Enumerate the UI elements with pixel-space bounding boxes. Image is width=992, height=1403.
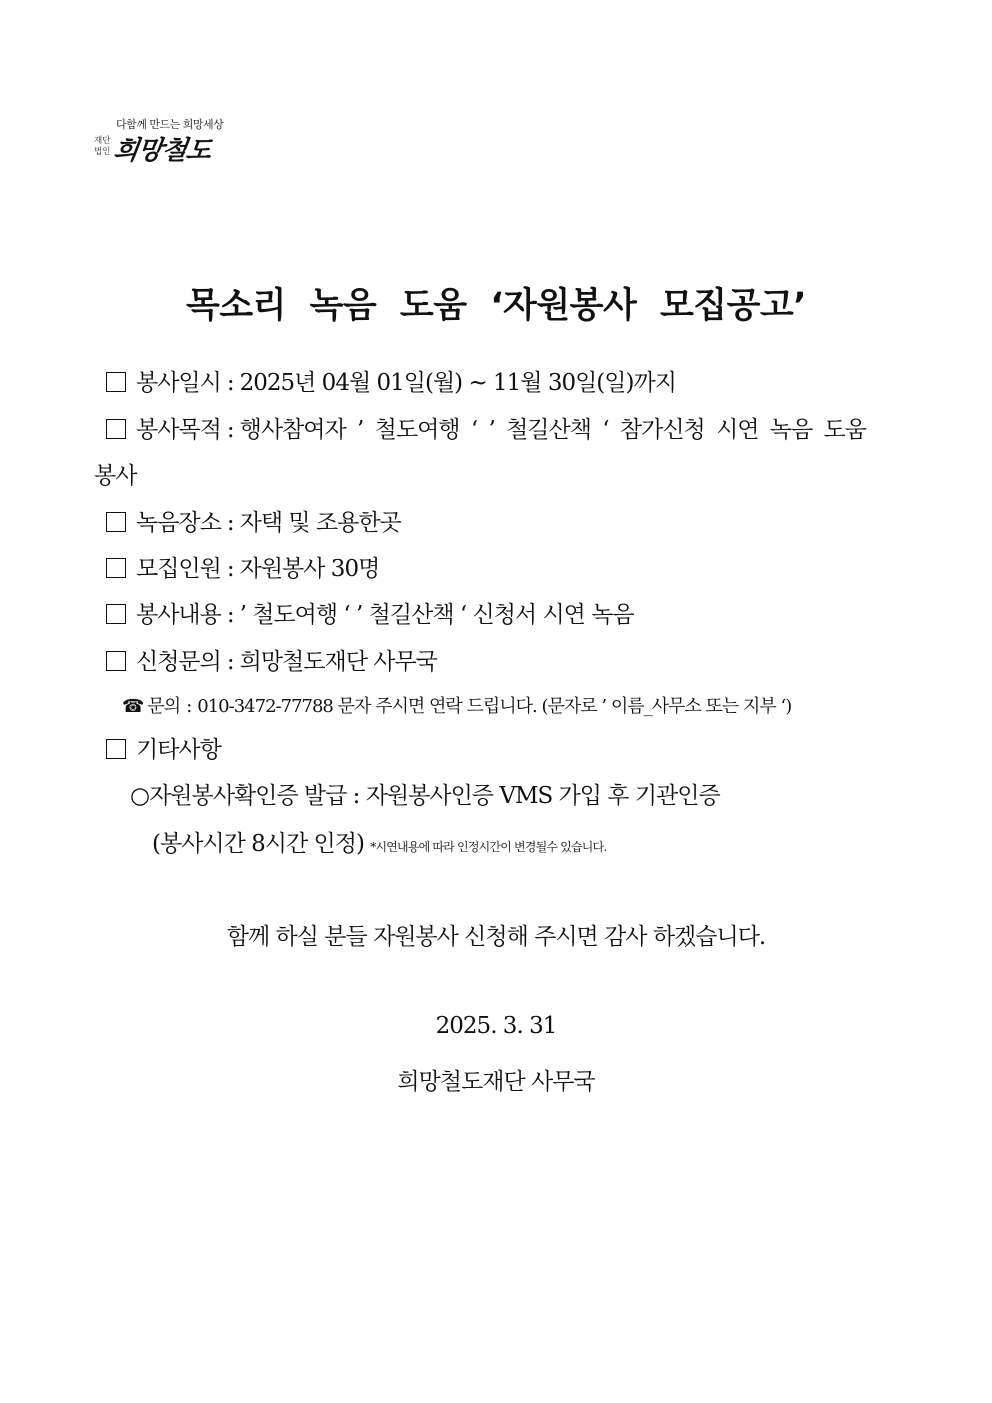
signature: 희망철도재단 사무국: [397, 1069, 595, 1095]
contact-label: 문의: [147, 696, 181, 717]
logo-slogan: 다함께 만드는 희망세상: [116, 118, 224, 131]
purpose-value-continued: 봉사: [94, 463, 137, 489]
checkbox-icon: [106, 739, 126, 759]
foundation-logo: [94, 114, 254, 166]
purpose-label: 봉사목적: [136, 417, 221, 443]
item-recruit: 모집인원 : 자원봉사 30명: [106, 550, 379, 583]
document-title: 목소리 녹음 도움 ‘자원봉사 모집공고’: [186, 286, 806, 326]
item-content: 봉사내용 : ’ 철도여행 ‘ ’ 철길산책 ‘ 신청서 시연 녹음: [106, 596, 634, 629]
checkbox-icon: [106, 604, 126, 624]
recruit-label: 모집인원: [136, 556, 221, 582]
item-place: 녹음장소 : 자택 및 조용한곳: [106, 504, 401, 537]
document-date: 2025. 3. 31: [435, 1013, 557, 1039]
logo-corp-type: 재단 법인: [94, 136, 111, 157]
etc-hours: (봉사시간 8시간 인정): [152, 831, 364, 857]
checkbox-icon: [106, 512, 126, 532]
content-label: 봉사내용: [136, 602, 221, 628]
closing-message: 함께 하실 분들 자원봉사 신청해 주시면 감사 하겠습니다.: [226, 924, 766, 950]
etc-hours-note: *시연내용에 따라 인정시간이 변경될수 있습니다.: [370, 840, 607, 854]
checkbox-icon: [106, 372, 126, 392]
contact-value: 010-3472-77788 문자 주시면 연락 드립니다. (문자로 ’ 이름_사무소 또는 지부 ‘): [197, 696, 792, 717]
recruit-value: 자원봉사 30명: [239, 556, 380, 582]
inquiry-label: 신청문의: [136, 649, 221, 675]
purpose-value: 행사참여자 ’ 철도여행 ‘ ’ 철길산책 ‘ 참가신청 시연 녹음 도움: [239, 417, 866, 443]
item-inquiry: 신청문의 : 희망철도재단 사무국: [106, 643, 437, 676]
etc-label: 기타사항: [136, 737, 221, 763]
item-contact: ☎ 문의 : 010-3472-77788 문자 주시면 연락 드립니다. (문자로 ’ 이름_사무소 또는 지부 ‘): [122, 696, 792, 717]
period-value: 2025년 04월 01일(월) ~ 11월 30일(일)까지: [239, 370, 676, 396]
checkbox-icon: [106, 651, 126, 671]
item-period: 봉사일시 : 2025년 04월 01일(월) ~ 11월 30일(일)까지: [106, 364, 676, 397]
place-label: 녹음장소: [136, 510, 221, 536]
checkbox-icon: [106, 419, 126, 439]
item-purpose: 봉사목적 : 행사참여자 ’ 철도여행 ‘ ’ 철길산책 ‘ 참가신청 시연 녹음 도움: [106, 411, 866, 444]
etc-hours-line: [152, 825, 606, 858]
content-value: ’ 철도여행 ‘ ’ 철길산책 ‘ 신청서 시연 녹음: [239, 602, 634, 628]
logo-name: 희망철도: [111, 136, 213, 166]
checkbox-icon: [106, 558, 126, 578]
item-etc: [106, 731, 221, 764]
period-label: 봉사일시: [136, 370, 221, 396]
place-value: 자택 및 조용한곳: [239, 510, 401, 536]
inquiry-value: 희망철도재단 사무국: [239, 649, 437, 675]
phone-icon: ☎: [122, 696, 144, 717]
etc-cert: ○자원봉사확인증 발급 : 자원봉사인증 VMS 가입 후 기관인증: [130, 783, 720, 809]
